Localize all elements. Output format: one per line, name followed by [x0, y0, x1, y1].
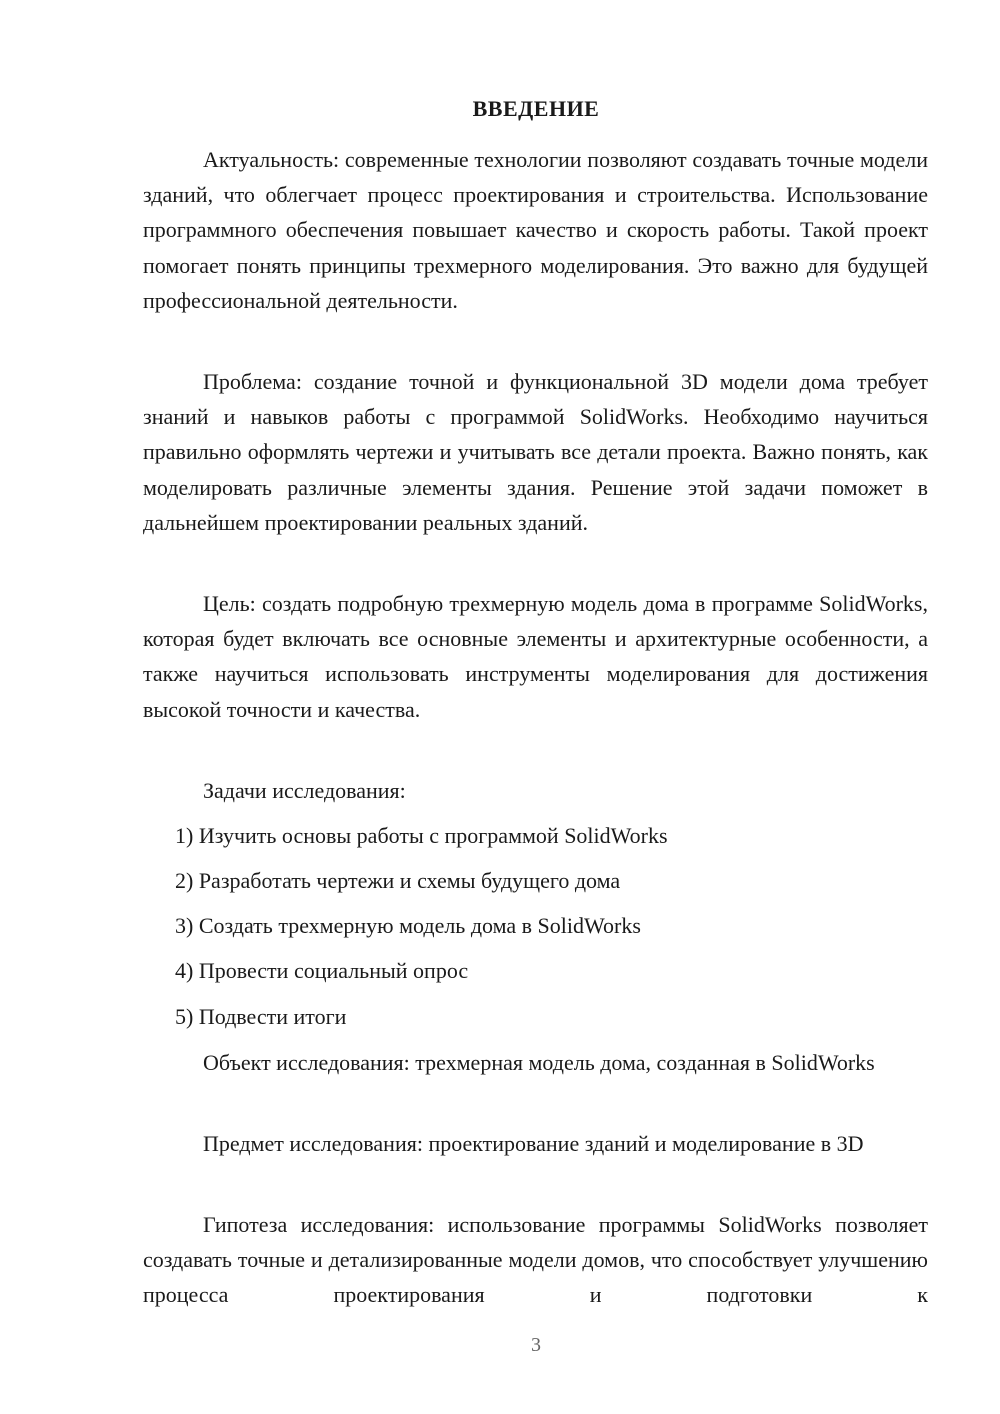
paragraph-problem: Проблема: создание точной и функциональной 3D модели дома требует знаний и навыков работы с программой SolidWorks. Необходимо научиться правильно оформлять чертежи и учитывать все детали проекта. Важно понять, как моделировать различные элементы здания. Решение этой задачи поможет в дальнейшем проектировании реальных зданий. — [143, 369, 928, 535]
page-title: ВВЕДЕНИЕ — [472, 96, 600, 121]
tasks-heading: Задачи исследования: — [203, 778, 406, 803]
paragraph-relevance: Актуальность: современные технологии позволяют создавать точные модели зданий, что облегчает процесс проектирования и строительства. Использование программного обеспечения повышает качество и скорость работы. Такой проект помогает понять принципы трехмерного моделирования. Это важно для будущей профессиональной деятельности. — [143, 147, 928, 313]
paragraph-goal: Цель: создать подробную трехмерную модель дома в программе SolidWorks, которая будет включать все основные элементы и архитектурные особенности, а также научиться использовать инструменты моделирования для достижения высокой точности и качества. — [143, 591, 928, 722]
task-item-1: 1) Изучить основы работы с программой SolidWorks — [175, 823, 668, 848]
task-item-3: 3) Создать трехмерную модель дома в SolidWorks — [175, 913, 641, 938]
task-item-5: 5) Подвести итоги — [175, 1004, 347, 1029]
paragraph-object: Объект исследования: трехмерная модель дома, созданная в SolidWorks — [203, 1050, 875, 1075]
task-item-2: 2) Разработать чертежи и схемы будущего дома — [175, 868, 621, 893]
paragraph-hypothesis: Гипотеза исследования: использование программы SolidWorks позволяет создавать точные и детализированные модели домов, что способствует улучшению процесса проектирования и подготовки к — [143, 1212, 928, 1308]
paragraph-subject: Предмет исследования: проектирование зданий и моделирование в 3D — [203, 1131, 864, 1156]
task-item-4: 4) Провести социальный опрос — [175, 958, 469, 983]
page-number: 3 — [531, 1334, 541, 1356]
